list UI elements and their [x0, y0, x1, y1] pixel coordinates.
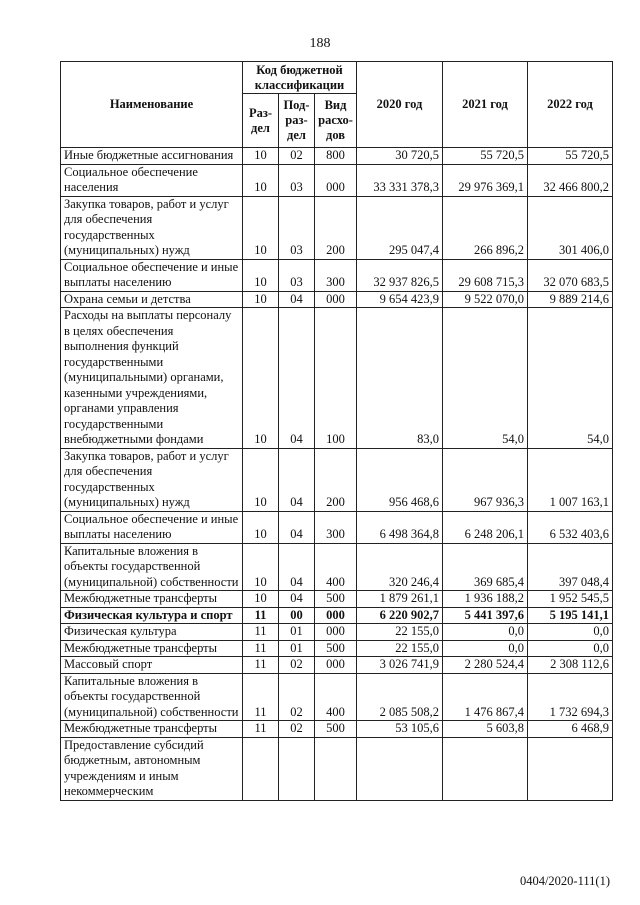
row-razdel: 10: [243, 591, 279, 608]
table-row: [61, 673, 613, 721]
row-value-2021: 2 280 524,4: [443, 657, 528, 674]
row-razdel: 10: [243, 259, 279, 291]
row-vid: 000: [315, 164, 357, 196]
row-podrazdel: 04: [279, 591, 315, 608]
row-vid: 000: [315, 291, 357, 308]
row-vid: 200: [315, 448, 357, 511]
row-name: Межбюджетные трансферты: [61, 640, 243, 657]
table-row: [61, 291, 613, 308]
row-podrazdel: 04: [279, 543, 315, 591]
row-value-2021: 9 522 070,0: [443, 291, 528, 308]
row-value-2020: 3 026 741,9: [357, 657, 443, 674]
row-name: Межбюджетные трансферты: [61, 591, 243, 608]
row-razdel: 11: [243, 673, 279, 721]
row-vid: 500: [315, 591, 357, 608]
row-podrazdel: 02: [279, 148, 315, 165]
row-name: Иные бюджетные ассигнования: [61, 148, 243, 165]
row-vid: 400: [315, 543, 357, 591]
row-value-2022: 55 720,5: [528, 148, 613, 165]
document-code: 0404/2020-111(1): [519, 874, 610, 888]
row-vid: [315, 737, 357, 800]
row-name: Массовый спорт: [61, 657, 243, 674]
row-value-2020: [357, 737, 443, 800]
budget-table: [60, 61, 613, 801]
table-row: [61, 591, 613, 608]
row-name: Социальное обеспечение и иные выплаты населению: [61, 259, 243, 291]
row-value-2020: 6 498 364,8: [357, 511, 443, 543]
row-vid: 500: [315, 721, 357, 738]
table-row: [61, 657, 613, 674]
row-podrazdel: 01: [279, 640, 315, 657]
table-row: [61, 543, 613, 591]
row-name: Закупка товаров, работ и услуг для обеспечения государственных (муниципальных) нужд: [61, 448, 243, 511]
row-name: Физическая культура и спорт: [61, 607, 243, 624]
row-value-2020: 33 331 378,3: [357, 164, 443, 196]
header-name: Наименование: [61, 62, 243, 148]
row-vid: 000: [315, 607, 357, 624]
row-vid: 300: [315, 511, 357, 543]
row-value-2022: 2 308 112,6: [528, 657, 613, 674]
row-name: Социальное обеспечение и иные выплаты населению: [61, 511, 243, 543]
row-name: Закупка товаров, работ и услуг для обеспечения государственных (муниципальных) нужд: [61, 196, 243, 259]
row-podrazdel: 03: [279, 196, 315, 259]
row-value-2021: 266 896,2: [443, 196, 528, 259]
header-2022: 2022 год: [528, 62, 613, 148]
row-podrazdel: 00: [279, 607, 315, 624]
row-value-2020: 2 085 508,2: [357, 673, 443, 721]
row-value-2022: 6 532 403,6: [528, 511, 613, 543]
row-value-2021: 29 976 369,1: [443, 164, 528, 196]
row-razdel: 10: [243, 196, 279, 259]
row-value-2022: 32 466 800,2: [528, 164, 613, 196]
table-row: [61, 640, 613, 657]
table-row: [61, 196, 613, 259]
table-row: [61, 624, 613, 641]
header-2021: 2021 год: [443, 62, 528, 148]
row-value-2022: 5 195 141,1: [528, 607, 613, 624]
row-vid: 500: [315, 640, 357, 657]
table-body: [61, 148, 613, 801]
row-value-2021: [443, 737, 528, 800]
row-razdel: 10: [243, 291, 279, 308]
row-podrazdel: [279, 737, 315, 800]
row-value-2022: 0,0: [528, 640, 613, 657]
row-razdel: 10: [243, 308, 279, 449]
row-razdel: 11: [243, 624, 279, 641]
row-name: Межбюджетные трансферты: [61, 721, 243, 738]
row-podrazdel: 04: [279, 448, 315, 511]
row-value-2021: 1 936 188,2: [443, 591, 528, 608]
table-row: [61, 511, 613, 543]
row-value-2022: 1 732 694,3: [528, 673, 613, 721]
table-row: [61, 721, 613, 738]
row-razdel: 10: [243, 543, 279, 591]
row-vid: 200: [315, 196, 357, 259]
row-value-2020: 295 047,4: [357, 196, 443, 259]
row-value-2022: 0,0: [528, 624, 613, 641]
row-podrazdel: 04: [279, 291, 315, 308]
row-value-2022: 54,0: [528, 308, 613, 449]
header-vid: Вид расхо- дов: [315, 94, 357, 148]
row-name: Физическая культура: [61, 624, 243, 641]
row-value-2020: 32 937 826,5: [357, 259, 443, 291]
row-value-2022: 397 048,4: [528, 543, 613, 591]
row-value-2022: 32 070 683,5: [528, 259, 613, 291]
row-podrazdel: 04: [279, 308, 315, 449]
row-vid: 800: [315, 148, 357, 165]
row-podrazdel: 02: [279, 673, 315, 721]
row-name: Предоставление субсидий бюджетным, автономным учреждениям и иным некоммерческим: [61, 737, 243, 800]
row-razdel: 11: [243, 657, 279, 674]
row-value-2020: 22 155,0: [357, 624, 443, 641]
row-razdel: 10: [243, 148, 279, 165]
row-value-2020: 22 155,0: [357, 640, 443, 657]
row-name: Социальное обеспечение населения: [61, 164, 243, 196]
row-value-2021: 0,0: [443, 624, 528, 641]
row-name: Охрана семьи и детства: [61, 291, 243, 308]
row-vid: 100: [315, 308, 357, 449]
row-value-2021: 29 608 715,3: [443, 259, 528, 291]
row-value-2020: 1 879 261,1: [357, 591, 443, 608]
header-razdel: Раз- дел: [243, 94, 279, 148]
row-razdel: 11: [243, 721, 279, 738]
row-razdel: 10: [243, 448, 279, 511]
page-number: 188: [309, 36, 331, 51]
row-value-2022: 9 889 214,6: [528, 291, 613, 308]
header-podrazdel: Под- раз- дел: [279, 94, 315, 148]
row-value-2020: 30 720,5: [357, 148, 443, 165]
row-vid: 000: [315, 657, 357, 674]
row-value-2020: 6 220 902,7: [357, 607, 443, 624]
table-row: [61, 308, 613, 449]
row-podrazdel: 02: [279, 657, 315, 674]
row-value-2022: 1 007 163,1: [528, 448, 613, 511]
row-value-2021: 5 441 397,6: [443, 607, 528, 624]
row-podrazdel: 03: [279, 164, 315, 196]
row-value-2022: [528, 737, 613, 800]
header-2020: 2020 год: [357, 62, 443, 148]
row-podrazdel: 04: [279, 511, 315, 543]
row-value-2020: 83,0: [357, 308, 443, 449]
row-value-2022: 6 468,9: [528, 721, 613, 738]
row-value-2021: 55 720,5: [443, 148, 528, 165]
row-value-2022: 1 952 545,5: [528, 591, 613, 608]
row-razdel: 10: [243, 164, 279, 196]
row-value-2020: 53 105,6: [357, 721, 443, 738]
row-value-2021: 967 936,3: [443, 448, 528, 511]
table-row: [61, 607, 613, 624]
row-value-2020: 320 246,4: [357, 543, 443, 591]
header-code-group: Код бюджетной классификации: [243, 62, 357, 94]
row-value-2021: 0,0: [443, 640, 528, 657]
row-razdel: 10: [243, 511, 279, 543]
row-value-2022: 301 406,0: [528, 196, 613, 259]
table-row: [61, 259, 613, 291]
row-vid: 300: [315, 259, 357, 291]
row-razdel: [243, 737, 279, 800]
table-row: [61, 164, 613, 196]
row-razdel: 11: [243, 607, 279, 624]
row-value-2021: 1 476 867,4: [443, 673, 528, 721]
row-podrazdel: 01: [279, 624, 315, 641]
table-row: [61, 148, 613, 165]
table-row: [61, 737, 613, 800]
row-value-2021: 6 248 206,1: [443, 511, 528, 543]
row-podrazdel: 03: [279, 259, 315, 291]
row-podrazdel: 02: [279, 721, 315, 738]
row-value-2021: 369 685,4: [443, 543, 528, 591]
row-name: Капитальные вложения в объекты государственной (муниципальной) собственности: [61, 543, 243, 591]
row-value-2020: 956 468,6: [357, 448, 443, 511]
row-value-2021: 5 603,8: [443, 721, 528, 738]
table-row: [61, 448, 613, 511]
row-vid: 400: [315, 673, 357, 721]
row-value-2021: 54,0: [443, 308, 528, 449]
row-razdel: 11: [243, 640, 279, 657]
row-value-2020: 9 654 423,9: [357, 291, 443, 308]
row-vid: 000: [315, 624, 357, 641]
row-name: Капитальные вложения в объекты государственной (муниципальной) собственности: [61, 673, 243, 721]
row-name: Расходы на выплаты персоналу в целях обеспечения выполнения функций государственными (муниципальными) органами, казенными учреждениями, органами управления государственными внебюджетными фондами: [61, 308, 243, 449]
